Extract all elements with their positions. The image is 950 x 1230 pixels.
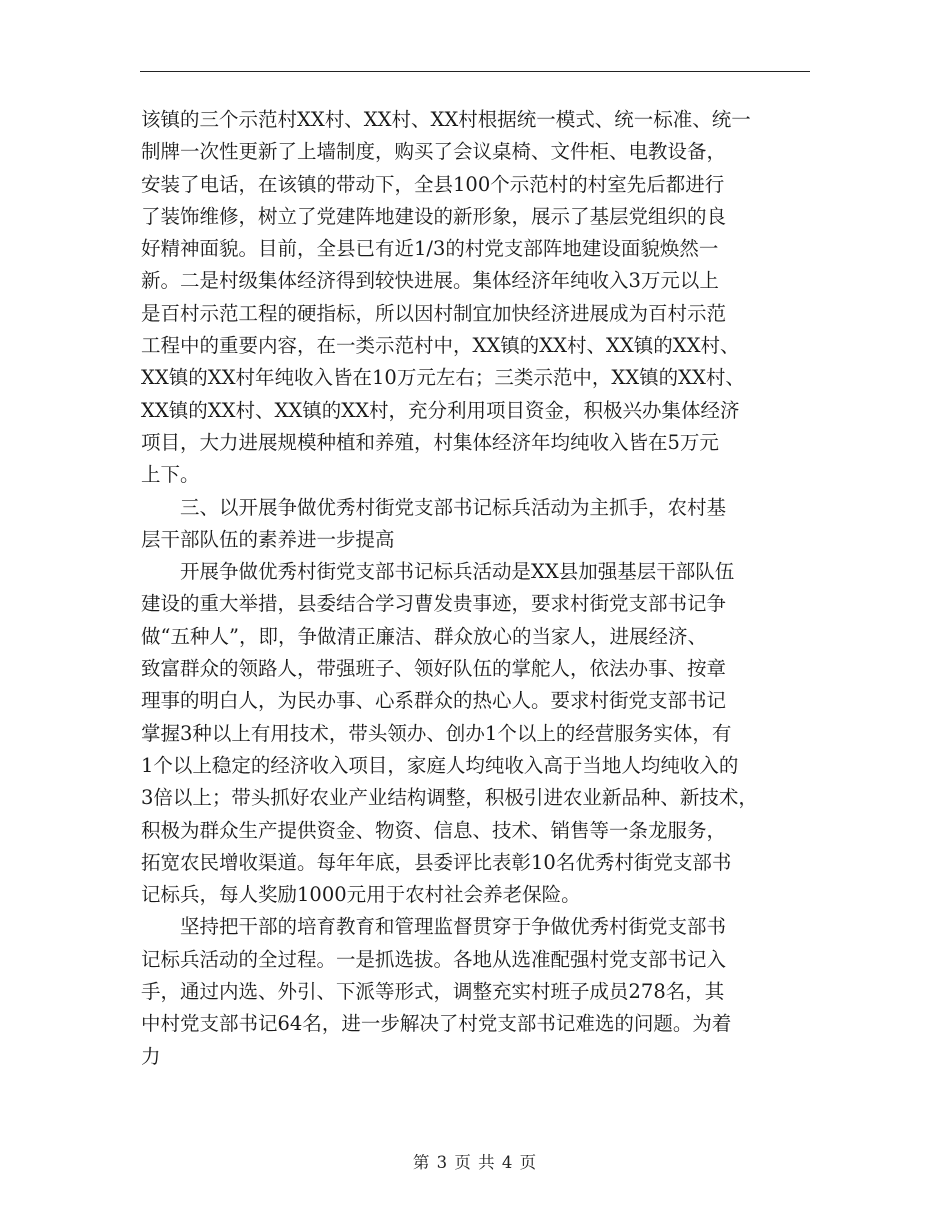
text-line: 新。二是村级集体经济得到较快进展。集体经济年纯收入3万元以上 (141, 269, 719, 293)
text-line: 手，通过内选、外引、下派等形式，调整充实村班子成员278名，其 (141, 980, 725, 1004)
text-line: 中村党支部书记64名，进一步解决了村党支部书记难选的问题。为着 (141, 1012, 732, 1036)
page-footer: 第 3 页 共 4 页 (412, 1153, 538, 1172)
text-line: 制牌一次性更新了上墙制度，购买了会议桌椅、文件柜、电教设备， (141, 140, 727, 164)
text-line: 力 (141, 1044, 161, 1068)
text-line: 做“五种人”，即，争做清正廉洁、群众放心的当家人，进展经济、 (141, 624, 707, 648)
text-line: 理事的明白人，为民办事、心系群众的热心人。要求村街党支部书记 (141, 689, 727, 713)
text-line: 拓宽农民增收渠道。每年年底，县委评比表彰10名优秀村街党支部书 (141, 850, 732, 874)
document-body (141, 104, 813, 1073)
text-line: 层干部队伍的素养进一步提高 (141, 527, 395, 551)
text-line: 上下。 (141, 463, 200, 487)
text-line: 该镇的三个示范村XX村、XX村、XX村根据统一模式、统一标准、统一 (141, 108, 751, 131)
text-line: 记标兵活动的全过程。一是抓选拔。各地从选准配强村党支部书记入 (141, 947, 727, 971)
text-line: 工程中的重要内容，在一类示范村中，XX镇的XX村、XX镇的XX村、 (141, 334, 740, 358)
text-line: 记标兵，每人奖励1000元用于农村社会养老保险。 (141, 883, 581, 907)
header-rule (140, 71, 810, 72)
text-line: 开展争做优秀村街党支部书记标兵活动是XX县加强基层干部队伍 (141, 560, 735, 584)
text-line: 项目，大力进展规模种植和养殖，村集体经济年均纯收入皆在5万元 (141, 430, 719, 454)
text-line: 是百村示范工程的硬指标，所以因村制宜加快经济进展成为百村示范 (141, 301, 727, 325)
text-line: 坚持把干部的培育教育和管理监督贯穿于争做优秀村街党支部书 (141, 915, 727, 939)
text-line: 了装饰维修，树立了党建阵地建设的新形象，展示了基层党组织的良 (141, 204, 727, 228)
text-line: 掌握3种以上有用技术，带头领办、创办1个以上的经营服务实体，有 (141, 721, 732, 745)
text-line: 致富群众的领路人，带强班子、领好队伍的掌舵人，依法办事、按章 (141, 657, 727, 681)
text-line: 积极为群众生产提供资金、物资、信息、技术、销售等一条龙服务， (141, 818, 727, 842)
text-line: 安装了电话，在该镇的带动下，全县100个示范村的村室先后都进行 (141, 172, 725, 196)
text-line: 1个以上稳定的经济收入项目，家庭人均纯收入高于当地人均纯收入的 (141, 753, 739, 777)
text-line: 3倍以上；带头抓好农业产业结构调整，积极引进农业新品种、新技术， (141, 786, 758, 810)
text-line: XX镇的XX村、XX镇的XX村，充分利用项目资金，积极兴办集体经济 (141, 398, 740, 422)
text-line: 三、以开展争做优秀村街党支部书记标兵活动为主抓手，农村基 (141, 495, 727, 519)
text-line: 建设的重大举措，县委结合学习曹发贵事迹，要求村街党支部书记争 (141, 592, 727, 616)
text-line: XX镇的XX村年纯收入皆在10万元左右；三类示范中，XX镇的XX村、 (141, 366, 745, 390)
text-line: 好精神面貌。目前，全县已有近1/3的村党支部阵地建设面貌焕然一 (141, 237, 719, 261)
